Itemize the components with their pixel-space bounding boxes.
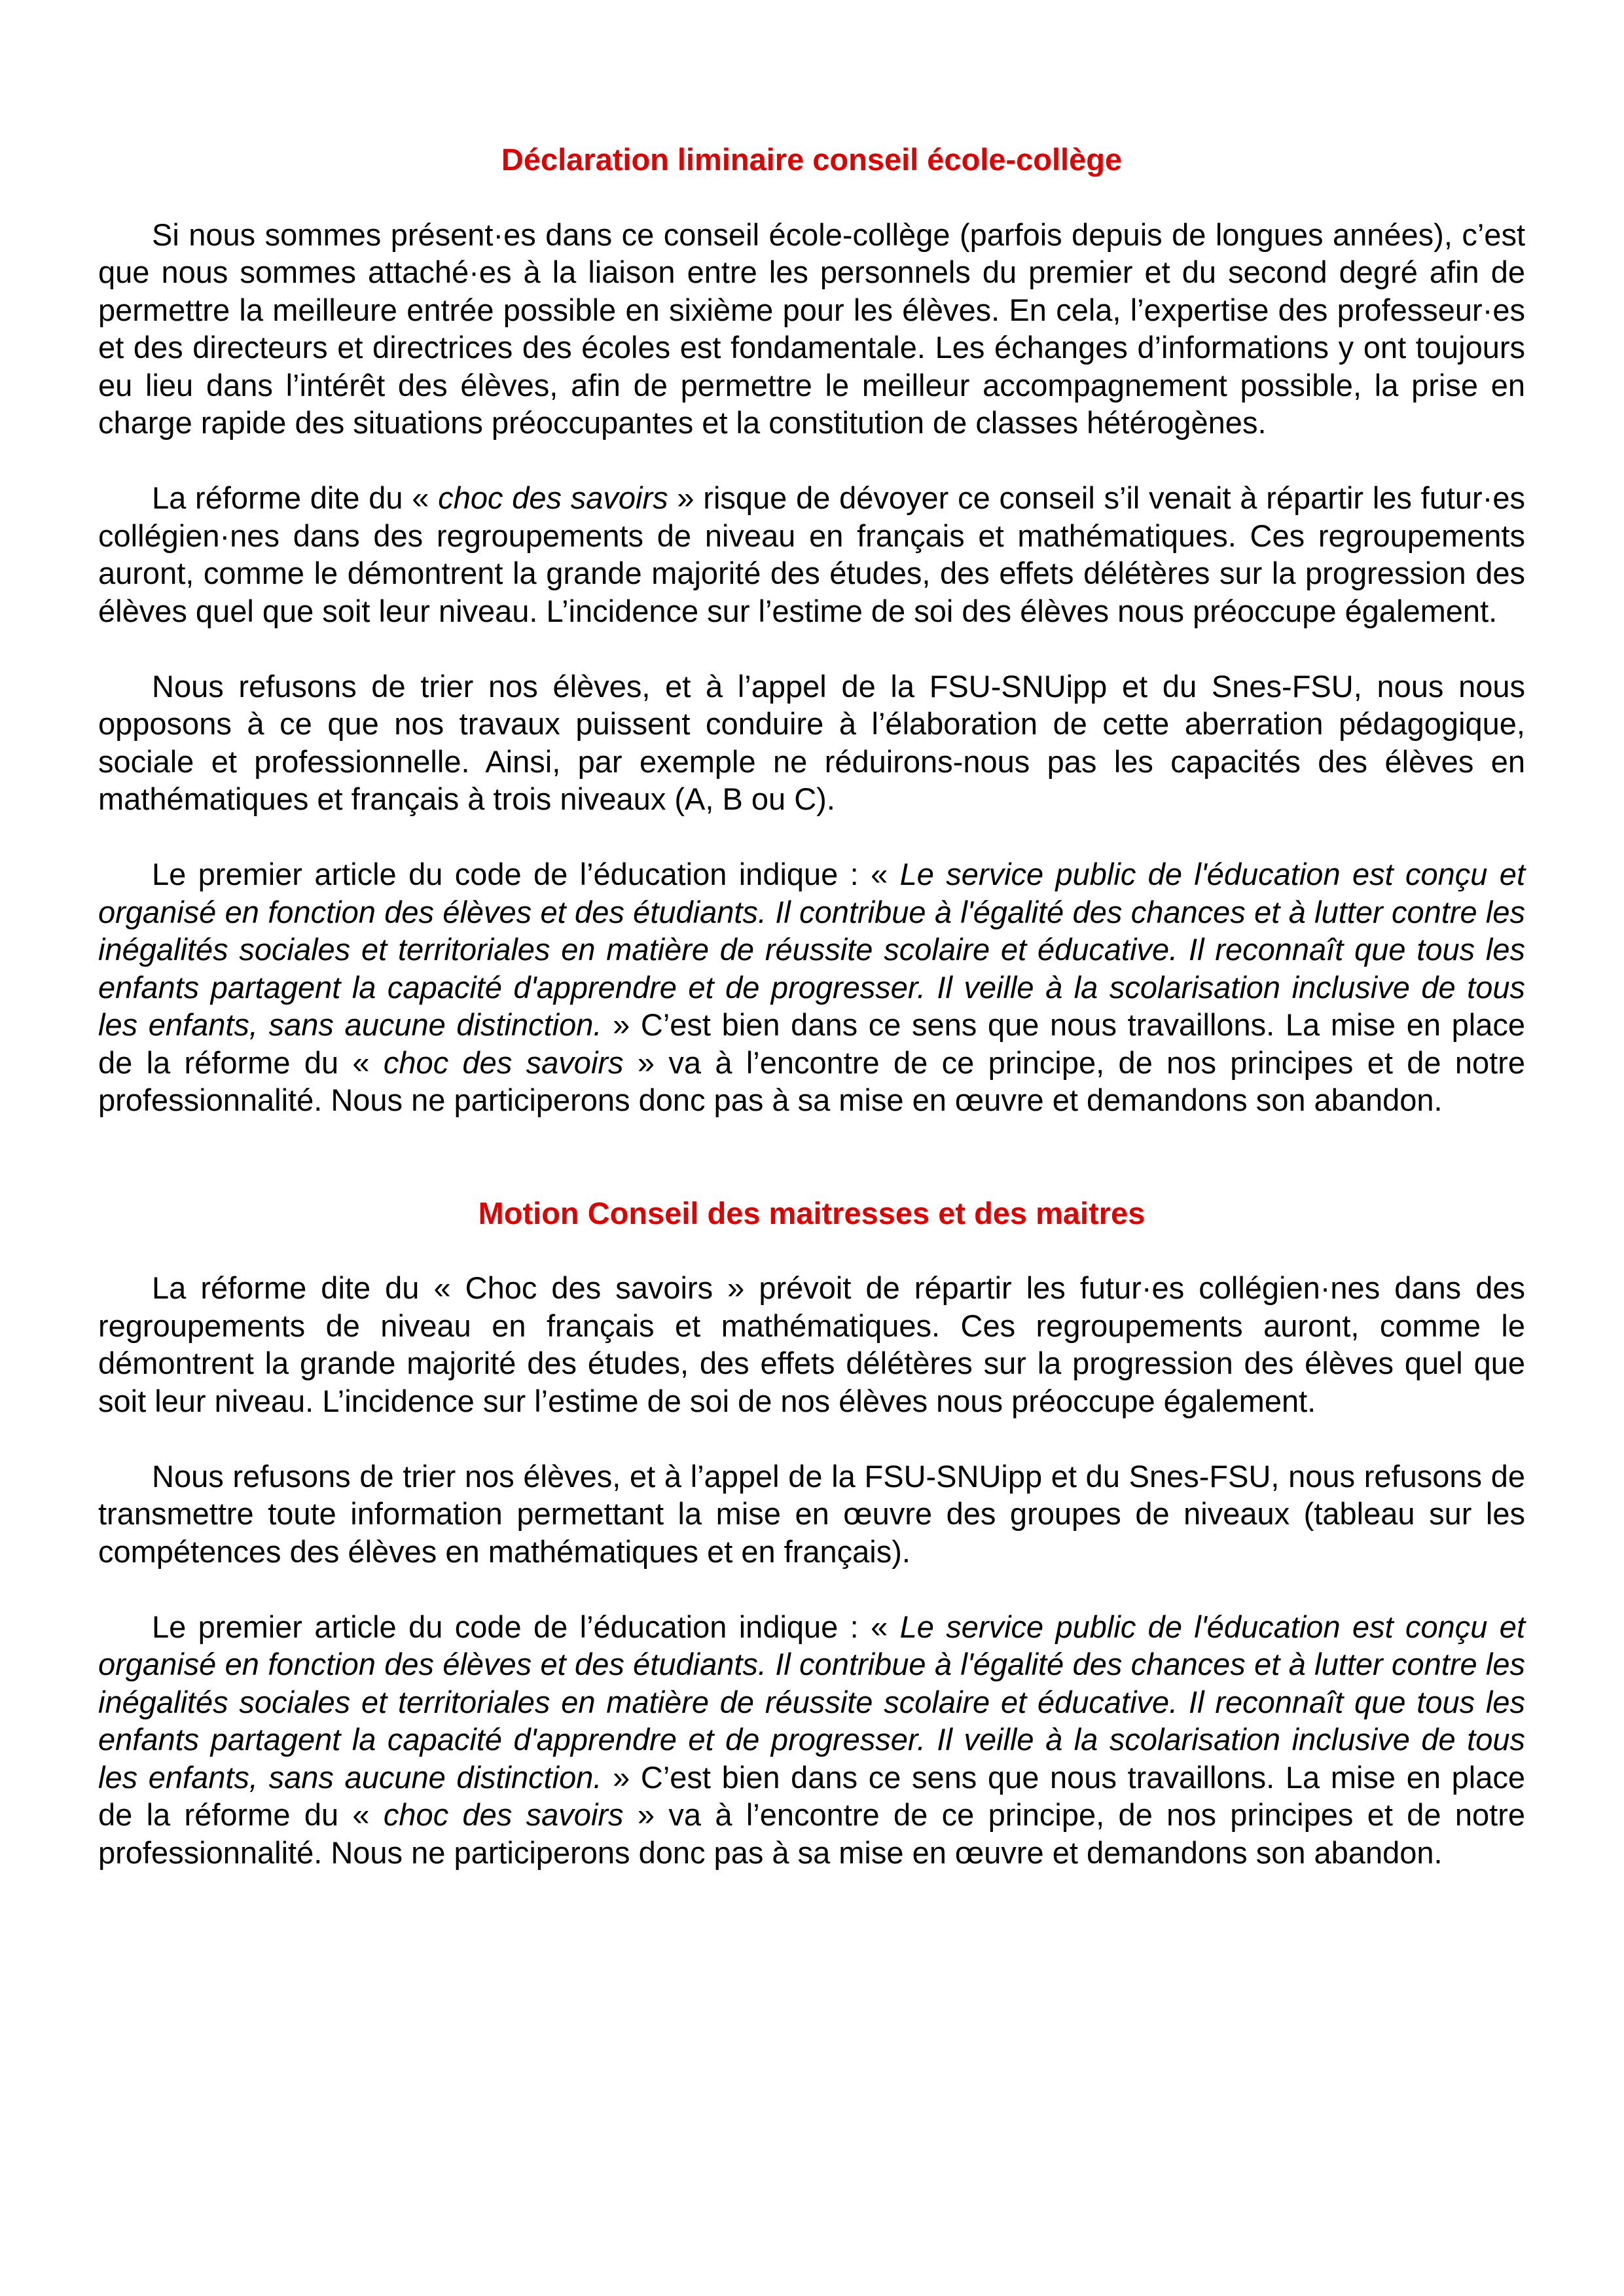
declaration-title: Déclaration liminaire conseil école-collège xyxy=(501,142,1123,177)
text-segment: » risque de dévoyer ce conseil s’il venait à répartir les futur·es collégien·nes dans des regroupements de niveau en français et mathématiques. Ces regroupements auront, comme le démontrent la grande majorité des études, des effets délétères sur la progression des élèves quel que soit leur niveau. L’incidence sur l’estime de soi des élèves nous préoccupe également. xyxy=(98,480,1525,628)
declaration-paragraph-2 xyxy=(98,479,1525,630)
text-segment: » va à l’encontre de ce principe, de nos principes et de notre professionnalité. Nous ne participerons donc pas à sa mise en œuvre et demandons son abandon. xyxy=(98,1797,1526,1870)
italic-segment: choc des savoirs xyxy=(438,480,668,515)
motion-paragraph-2: Nous refusons de trier nos élèves, et à l’appel de la FSU-SNUipp et du Snes-FSU, nous refusons de transmettre toute information permettant la mise en œuvre des groupes de niveaux (tableau sur les compétences des élèves en mathématiques et en français). xyxy=(98,1458,1525,1569)
motion-paragraph-1: La réforme dite du « Choc des savoirs » prévoit de répartir les futur·es collégien·nes dans des regroupements de niveau en français et mathématiques. Ces regroupements auront, comme le démontrent la grande majorité des études, des effets délétères sur la progression des élèves quel que soit leur niveau. L’incidence sur l’estime de soi de nos élèves nous préoccupe également. xyxy=(98,1270,1525,1418)
text-segment: Le premier article du code de l’éducation indique : « xyxy=(152,1609,900,1644)
declaration-section xyxy=(98,141,1525,1119)
text-segment: » va à l’encontre de ce principe, de nos principes et de notre professionnalité. Nous ne participerons donc pas à sa mise en œuvre et demandons son abandon. xyxy=(98,1045,1526,1117)
motion-section xyxy=(98,1194,1525,1872)
declaration-paragraph-3: Nous refusons de trier nos élèves, et à l’appel de la FSU-SNUipp et du Snes-FSU, nous nous opposons à ce que nos travaux puissent conduire à l’élaboration de cette aberration pédagogique, sociale et professionnelle. Ainsi, par exemple ne réduirons-nous pas les capacités des élèves en mathématiques et français à trois niveaux (A, B ou C). xyxy=(98,668,1525,816)
declaration-paragraph-1: Si nous sommes présent·es dans ce conseil école-collège (parfois depuis de longues années), c’est que nous sommes attaché·es à la liaison entre les personnels du premier et du second degré afin de permettre la meilleure entrée possible en sixième pour les élèves. En cela, l’expertise des professeur·es et des directeurs et directrices des écoles est fondamentale. Les échanges d’informations y ont toujours eu lieu dans l’intérêt des élèves, afin de permettre le meilleur accompagnement possible, la prise en charge rapide des situations préoccupantes et la constitution de classes hétérogènes. xyxy=(98,217,1525,440)
motion-paragraph-3 xyxy=(98,1608,1525,1872)
italic-segment: choc des savoirs xyxy=(383,1797,624,1832)
text-segment: » C’est bien dans ce sens que nous travaillons. La mise en place de la réforme du « xyxy=(98,1759,1526,1832)
declaration-paragraph-4 xyxy=(98,855,1525,1119)
italic-segment: choc des savoirs xyxy=(383,1045,624,1080)
document-page xyxy=(98,141,1525,1871)
text-segment: » C’est bien dans ce sens que nous travaillons. La mise en place de la réforme du « xyxy=(98,1007,1526,1080)
text-segment: Le premier article du code de l’éducation indique : « xyxy=(152,857,900,891)
code-citation: Le service public de l'éducation est conçu et organisé en fonction des élèves et des étudiants. Il contribue à l'égalité des chances et à lutter contre les inégalités sociales et territoriales en matière de réussite scolaire et éducative. Il reconnaît que tous les enfants partagent la capacité d'apprendre et de progresser. Il veille à la scolarisation inclusive de tous les enfants, sans aucune distinction. xyxy=(98,857,1525,1042)
text-segment: La réforme dite du « xyxy=(152,480,439,515)
code-citation: Le service public de l'éducation est conçu et organisé en fonction des élèves et des étudiants. Il contribue à l'égalité des chances et à lutter contre les inégalités sociales et territoriales en matière de réussite scolaire et éducative. Il reconnaît que tous les enfants partagent la capacité d'apprendre et de progresser. Il veille à la scolarisation inclusive de tous les enfants, sans aucune distinction. xyxy=(98,1609,1525,1795)
motion-title: Motion Conseil des maitresses et des maitres xyxy=(478,1195,1146,1230)
